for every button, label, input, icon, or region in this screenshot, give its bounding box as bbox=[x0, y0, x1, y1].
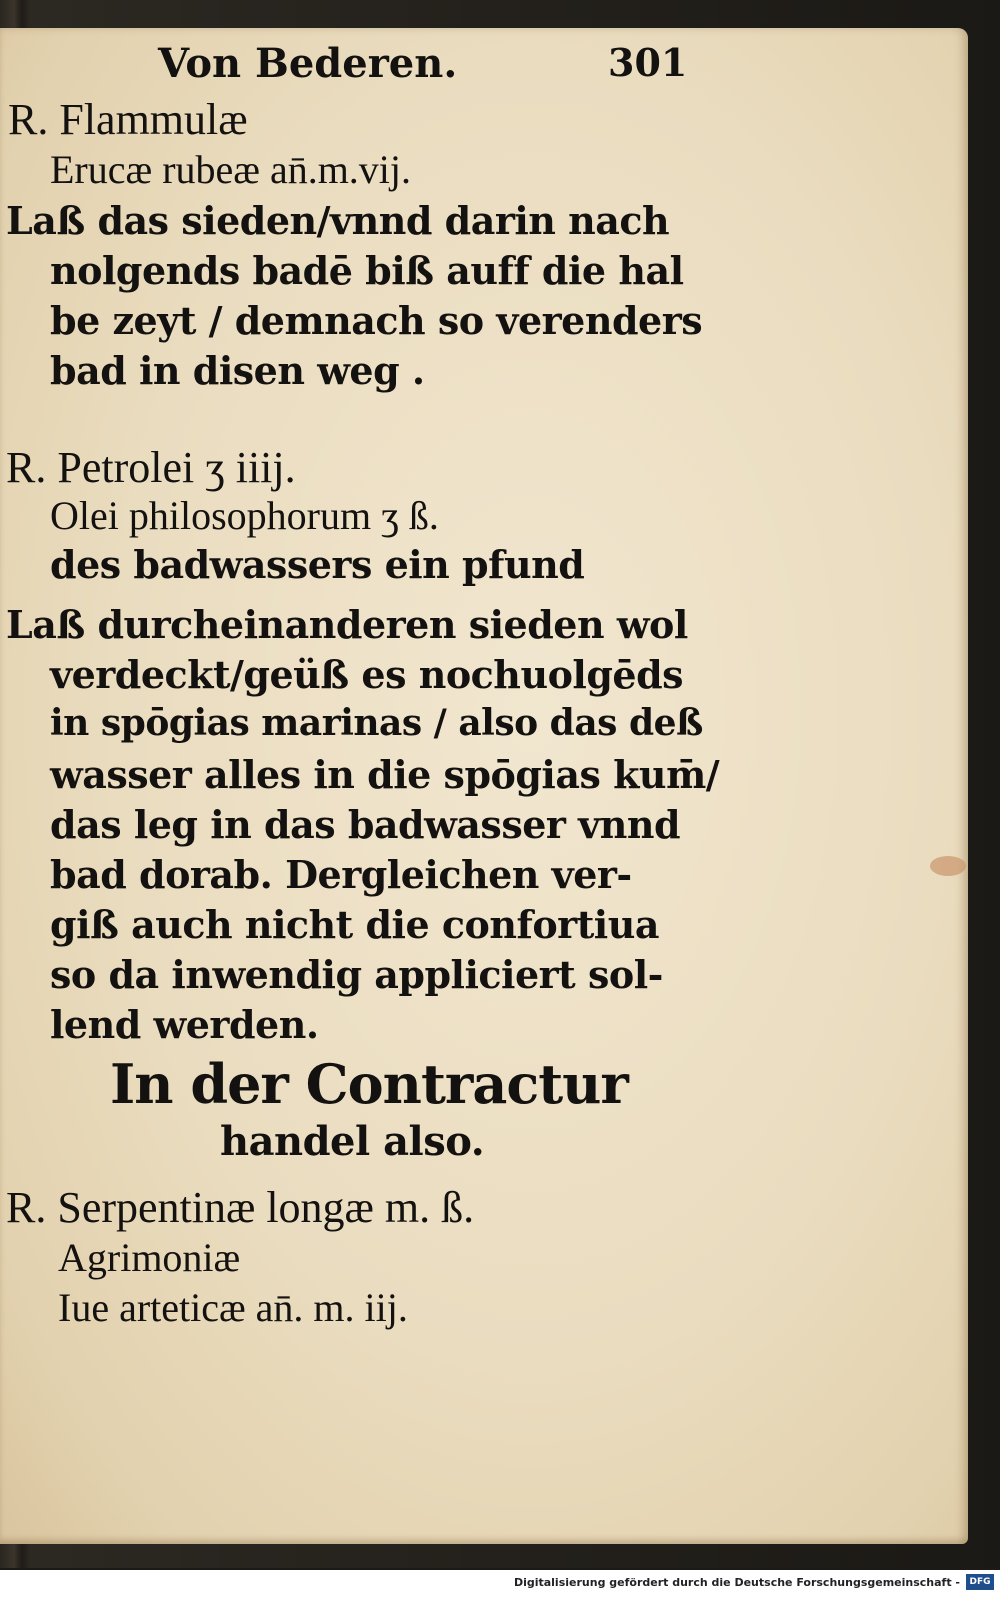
dfg-logo: DFG bbox=[966, 1574, 994, 1590]
text-line: bad dorab. Dergleichen ver- bbox=[50, 852, 632, 897]
text-line: in spōgias marinas / also das deß bbox=[50, 702, 703, 744]
section-heading: In der Contractur bbox=[110, 1052, 628, 1116]
text-line: des badwassers ein pfund bbox=[50, 542, 585, 587]
section-subheading: handel also. bbox=[220, 1118, 485, 1165]
page-number: 301 bbox=[608, 40, 688, 85]
text-line: giß auch nicht die confortiua bbox=[50, 902, 659, 947]
recipe-line: Iue arteticæ an̄. m. iij. bbox=[58, 1285, 408, 1330]
text-line: lend werden. bbox=[50, 1002, 319, 1047]
running-header: Von Bederen. bbox=[158, 40, 458, 87]
footer-credit: Digitalisierung gefördert durch die Deutsche Forschungsgemeinschaft - bbox=[513, 1576, 960, 1589]
recipe-line: Agrimoniæ bbox=[58, 1235, 241, 1280]
text-line: das leg in das badwasser vnnd bbox=[50, 802, 681, 847]
recipe-line: R. Serpentinæ longæ m. ß. bbox=[6, 1183, 475, 1232]
text-line: nolgends badē biß auff die hal bbox=[50, 248, 684, 293]
text-line: verdeckt/geüß es nochuolgēds bbox=[50, 652, 684, 697]
recipe-line: Olei philosophorum ʒ ß. bbox=[50, 493, 439, 538]
footer-bar bbox=[0, 1570, 1000, 1599]
text-line: Laß durcheinanderen sieden wol bbox=[6, 602, 688, 647]
text-line: so da inwendig appliciert sol- bbox=[50, 952, 663, 997]
text-line: Laß das sieden/vnnd darin nach bbox=[6, 198, 670, 243]
recipe-line: R. Petrolei ʒ iiij. bbox=[6, 443, 296, 492]
paper-stain bbox=[930, 856, 966, 876]
text-line: bad in disen weg . bbox=[50, 348, 425, 393]
recipe-line: Erucæ rubeæ an̄.m.vij. bbox=[50, 147, 412, 192]
recipe-line: R. Flammulæ bbox=[8, 95, 248, 144]
text-line: be zeyt / demnach so verenders bbox=[50, 298, 703, 343]
text-line: wasser alles in die spōgias kum̄/ bbox=[50, 752, 720, 797]
